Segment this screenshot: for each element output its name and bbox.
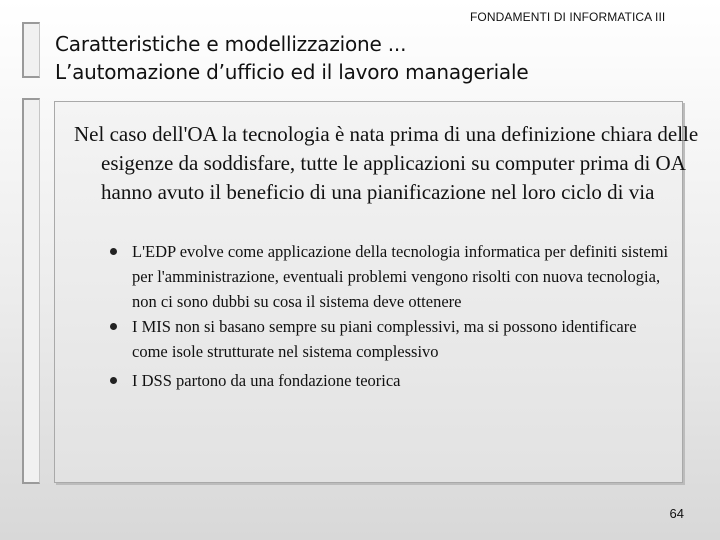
bullet-item-dss (110, 368, 670, 393)
bullet-list (110, 239, 670, 393)
title-bracket-decoration (22, 22, 40, 78)
bullet-dot-icon (110, 248, 117, 255)
slide-title-line-1: Caratteristiche e modellizzazione ... (55, 32, 407, 56)
bullet-text: I MIS non si basano sempre su piani complessivi, ma si possono identificare come isole strutturate nel sistema complessivo (132, 317, 637, 361)
bullet-dot-icon (110, 377, 117, 384)
main-paragraph: Nel caso dell'OA la tecnologia è nata prima di una definizione chiara delle esigenze da soddisfare, tutte le applicazioni su computer prima di OA hanno avuto il beneficio di una pianificazione nel loro ciclo di via (74, 122, 699, 204)
bullet-text: L'EDP evolve come applicazione della tecnologia informatica per definiti sistemi per l'amministrazione, eventuali problemi vengono risolti con nuova tecnologia, non ci sono dubbi su cosa il sistema deve ottenere (132, 242, 669, 311)
content-bracket-decoration (22, 98, 40, 484)
bullet-dot-icon (110, 323, 117, 330)
bullet-item-edp (110, 239, 670, 314)
bullet-text: I DSS partono da una fondazione teorica (132, 371, 401, 390)
course-header: FONDAMENTI DI INFORMATICA III (470, 10, 666, 24)
page-number: 64 (669, 506, 684, 521)
slide-title-line-2: L’automazione d’ufficio ed il lavoro manageriale (55, 60, 529, 84)
bullet-item-mis (110, 314, 670, 364)
